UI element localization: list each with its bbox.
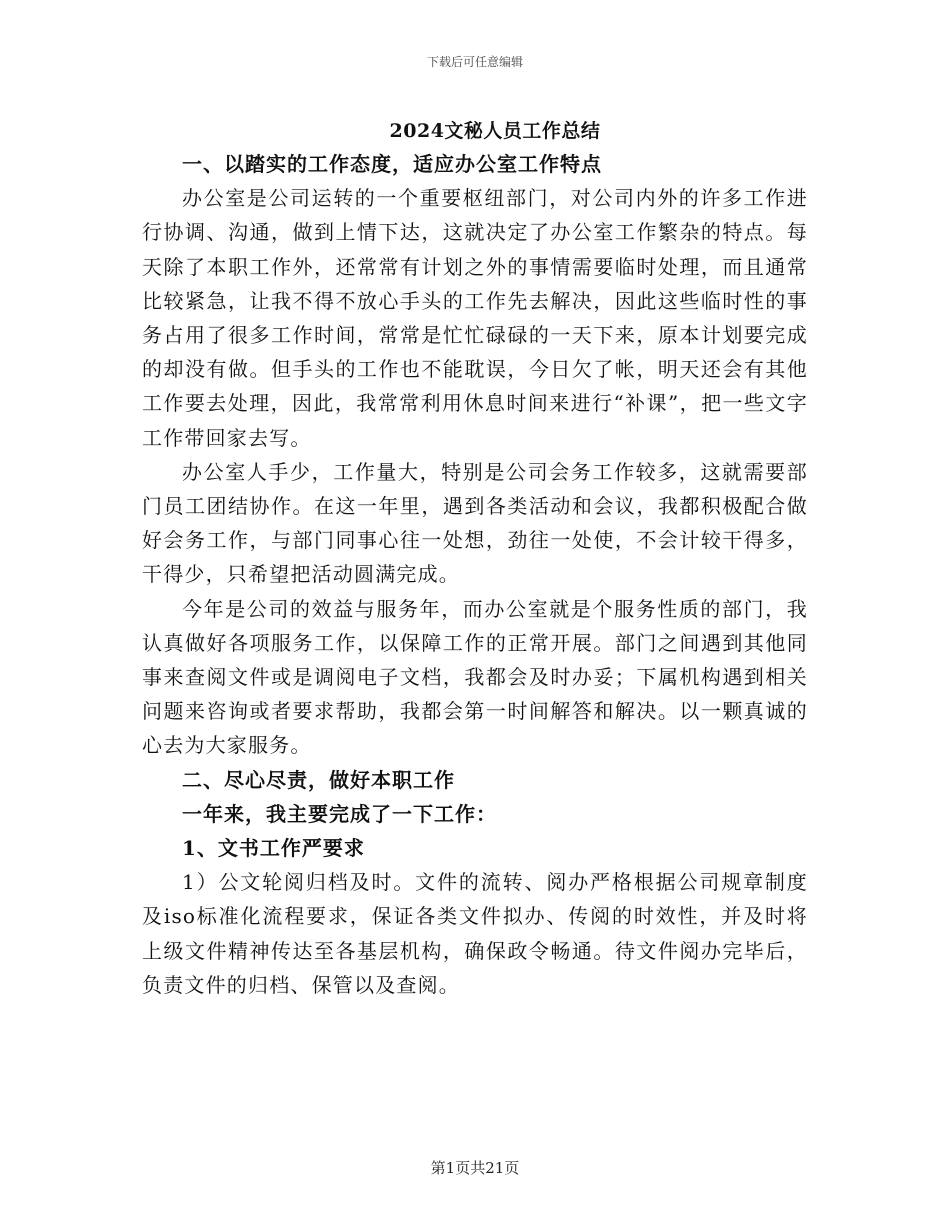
- subsection-intro: 一年来，我主要完成了一下工作：: [182, 801, 497, 826]
- paragraph-2: 办公室人手少，工作量大，特别是公司会务工作较多，这就需要部门员工团结协作。在这一年里，遇到各类活动和会议，我都积极配合做好会务工作，与部门同事心往一处想，劲往一处使，不会计较干得多，干得少，只希望把活动圆满完成。: [142, 459, 808, 587]
- document-body: [142, 147, 808, 1002]
- page-footer: 第1页共21页: [430, 1159, 520, 1177]
- section-heading-2: 二、尽心尽责，做好本职工作: [182, 767, 455, 792]
- paragraph-1: 办公室是公司运转的一个重要枢纽部门，对公司内外的许多工作进行协调、沟通，做到上情下达，这就决定了办公室工作繁杂的特点。每天除了本职工作外，还常常有计划之外的事情需要临时处理，而且通常比较紧急，让我不得不放心手头的工作先去解决，因此这些临时性的事务占用了很多工作时间，常常是忙忙碌碌的一天下来，原本计划要完成的却没有做。但手头的工作也不能耽误，今日欠了帐，明天还会有其他工作要去处理，因此，我常常利用休息时间来进行“补课”，把一些文字工作带回家去写。: [142, 186, 808, 450]
- paragraph-3: 今年是公司的效益与服务年，而办公室就是个服务性质的部门，我认真做好各项服务工作，以保障工作的正常开展。部门之间遇到其他同事来查阅文件或是调阅电子文档，我都会及时办妥；下属机构遇到相关问题来咨询或者要求帮助，我都会第一时间解答和解决。以一颗真诚的心去为大家服务。: [142, 596, 808, 758]
- paragraph-4: 1）公文轮阅归档及时。文件的流转、阅办严格根据公司规章制度及iso标准化流程要求，保证各类文件拟办、传阅的时效性，并及时将上级文件精神传达至各基层机构，确保政令畅通。待文件阅办完毕后，负责文件的归档、保管以及查阅。: [142, 870, 808, 997]
- page-header: 下载后可任意编辑: [426, 55, 523, 69]
- document-title: 2024文秘人员工作总结: [389, 120, 601, 142]
- section-heading-1: 一、以踏实的工作态度，适应办公室工作特点: [182, 152, 602, 176]
- subsection-heading-1: 1、文书工作严要求: [182, 836, 365, 861]
